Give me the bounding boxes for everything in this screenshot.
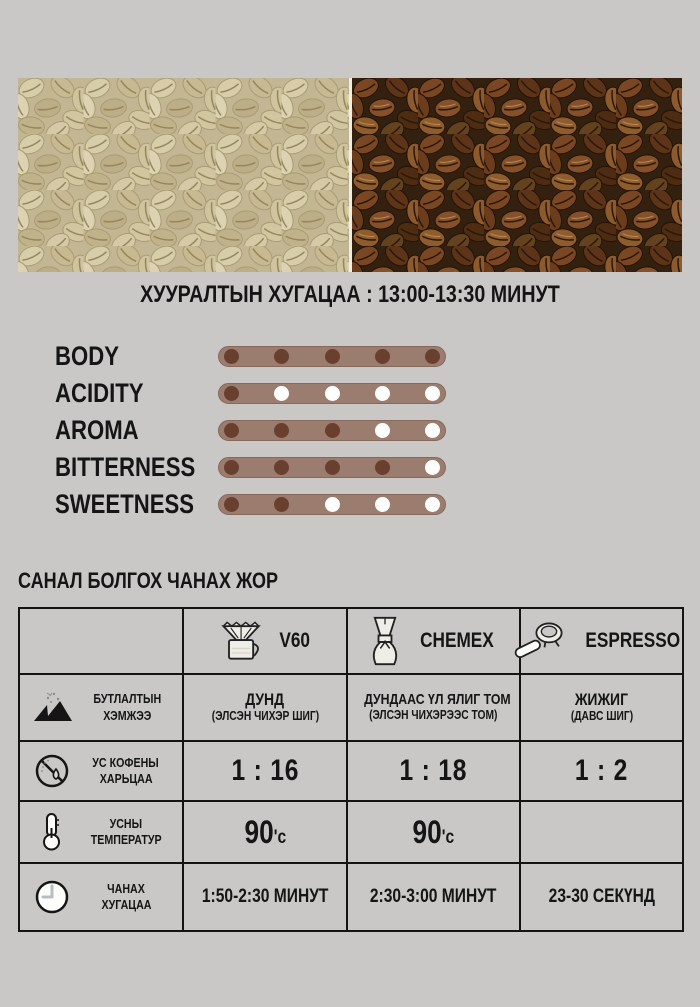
rating-bar: [218, 457, 446, 478]
temperature-v60-cell: 90'c: [183, 801, 347, 863]
temperature-espresso-cell: [520, 801, 683, 863]
roast-time-text: ХУУРАЛТЫН ХУГАЦАА : 13:00-13:30 МИНУТ: [140, 281, 560, 308]
rating-label: SWEETNESS: [55, 489, 195, 519]
rating-dot-filled: [274, 460, 289, 475]
rating-dot-empty: [375, 497, 390, 512]
temperature-row: [19, 801, 683, 863]
grind-size-chemex-cell: ДУНДААС ҮЛ ЯЛИГ ТОМ (ЭЛСЭН ЧИХЭРЭЭС ТОМ): [347, 674, 520, 741]
rating-bar: [218, 346, 446, 367]
thermometer-icon: [32, 811, 72, 853]
row-label: ЧАНАХ ХУГАЦАА: [100, 880, 151, 912]
column-header-v60: [183, 608, 347, 674]
column-header-label: CHEMEX: [419, 629, 494, 652]
rating-dot-empty: [425, 460, 440, 475]
grind-size-espresso-cell: ЖИЖИГ (ДАВС ШИГ): [520, 674, 683, 741]
table-header-row: [19, 608, 683, 674]
v60-dripper-icon: [216, 619, 268, 663]
rating-label: ACIDITY: [55, 378, 144, 408]
rating-dot-filled: [375, 349, 390, 364]
ratio-row: [19, 741, 683, 801]
rating-dot-empty: [325, 386, 340, 401]
rating-dot-filled: [375, 460, 390, 475]
column-header-espresso: [520, 608, 683, 674]
water-coffee-ratio-icon: [32, 751, 72, 791]
rating-dot-empty: [274, 386, 289, 401]
rating-row-acidity: [55, 375, 446, 412]
brew-time-row: [19, 863, 683, 931]
roasted-beans-photo: [352, 78, 682, 272]
brew-time-v60-cell: 1:50-2:30 МИНУТ: [183, 863, 347, 931]
rating-dot-filled: [274, 349, 289, 364]
row-label: УСНЫ ТЕМПЕРАТУР: [90, 815, 162, 847]
portafilter-icon: [513, 619, 567, 663]
bean-comparison-photos: [18, 78, 682, 272]
rating-dot-empty: [425, 497, 440, 512]
rating-row-sweetness: [55, 486, 446, 523]
rating-dot-filled: [224, 497, 239, 512]
rating-dot-filled: [224, 460, 239, 475]
coffee-grounds-pile-icon: [32, 689, 74, 727]
rating-dot-empty: [375, 386, 390, 401]
temperature-label-cell: [19, 801, 183, 863]
temperature-chemex-cell: 90'c: [347, 801, 520, 863]
rating-dot-filled: [224, 423, 239, 438]
rating-dot-filled: [274, 423, 289, 438]
brew-time-label-cell: [19, 863, 183, 931]
rating-dot-filled: [274, 497, 289, 512]
rating-label: AROMA: [55, 415, 139, 445]
grind-size-v60-cell: ДУНД (ЭЛСЭН ЧИХЭР ШИГ): [183, 674, 347, 741]
chemex-carafe-icon: [366, 616, 404, 666]
brew-recipe-table: [18, 607, 684, 932]
recipe-section-heading: САНАЛ БОЛГОХ ЧАНАХ ЖОР: [18, 568, 279, 593]
column-header-label: ESPRESSO: [585, 629, 680, 652]
grind-size-label-cell: [19, 674, 183, 741]
column-header-label: V60: [279, 629, 311, 652]
rating-dot-filled: [224, 386, 239, 401]
ratio-label-cell: [19, 741, 183, 801]
roast-time-title: [0, 281, 700, 309]
rating-dot-filled: [224, 349, 239, 364]
row-label: УС КОФЕНЫ ХАРЬЦАА: [92, 754, 160, 786]
rating-dot-filled: [325, 349, 340, 364]
rating-label: BODY: [55, 341, 119, 371]
rating-dot-empty: [375, 423, 390, 438]
green-beans-illustration: [18, 78, 349, 272]
rating-dot-filled: [425, 349, 440, 364]
rating-bar: [218, 494, 446, 515]
column-header-chemex: [347, 608, 520, 674]
rating-row-body: [55, 338, 446, 375]
rating-bar: [218, 420, 446, 441]
brew-time-chemex-cell: 2:30-3:00 МИНУТ: [347, 863, 520, 931]
clock-icon: [32, 877, 72, 917]
rating-row-aroma: [55, 412, 446, 449]
rating-label: BITTERNESS: [55, 452, 196, 482]
ratio-espresso-cell: 1 : 2: [520, 741, 683, 801]
rating-row-bitterness: [55, 449, 446, 486]
rating-bar: [218, 383, 446, 404]
row-label: БУТЛАЛТЫН ХЭМЖЭЭ: [93, 691, 161, 723]
rating-dot-empty: [325, 497, 340, 512]
green-beans-photo: [18, 78, 349, 272]
rating-dot-filled: [325, 423, 340, 438]
rating-dot-filled: [325, 460, 340, 475]
ratio-v60-cell: 1 : 16: [183, 741, 347, 801]
roasted-beans-illustration: [352, 78, 682, 272]
rating-dot-empty: [425, 423, 440, 438]
flavor-ratings: [55, 338, 446, 523]
brew-time-espresso-cell: 23-30 СЕКҮНД: [520, 863, 683, 931]
grind-size-row: [19, 674, 683, 741]
empty-corner-cell: [19, 608, 183, 674]
ratio-chemex-cell: 1 : 18: [347, 741, 520, 801]
rating-dot-empty: [425, 386, 440, 401]
